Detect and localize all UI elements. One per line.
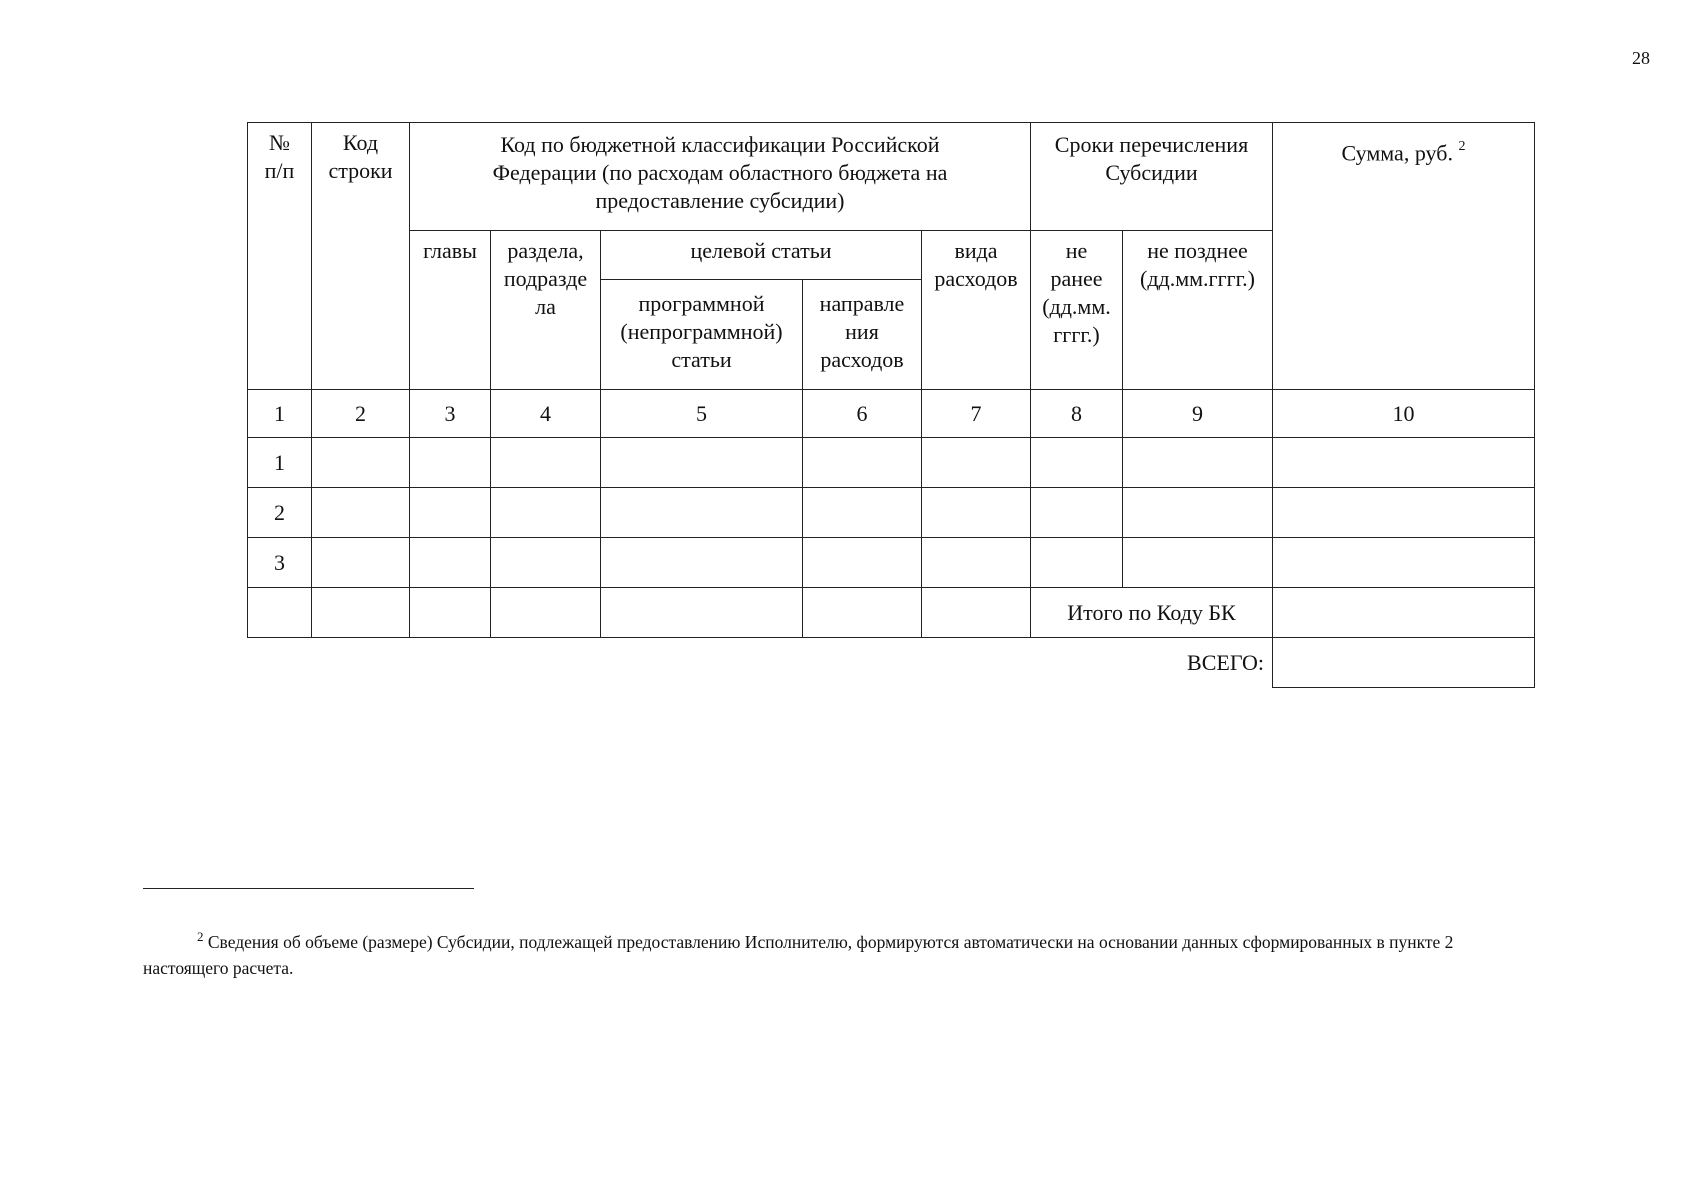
table-cell[interactable] <box>601 588 803 638</box>
table-cell[interactable] <box>601 438 803 488</box>
table-cell[interactable] <box>1123 438 1273 488</box>
table-cell[interactable] <box>1031 488 1123 538</box>
table-row <box>248 488 1535 538</box>
total-bk-label: Итого по Коду БК <box>1031 588 1273 638</box>
column-numbers-row <box>248 390 1535 438</box>
header-sum-note: 2 <box>1458 139 1466 154</box>
column-number: 6 <box>803 390 922 438</box>
header-expense-type: вида расходов <box>922 231 1031 390</box>
table-cell[interactable] <box>1273 438 1535 488</box>
page-number: 28 <box>1632 48 1650 68</box>
footnote-text: Сведения об объеме (размере) Субсидии, подлежащей предоставлению Исполнителю, формируются автоматически на основании данных сформированных в пункте 2 настоящего расчета. <box>143 931 1454 978</box>
grand-total-label: ВСЕГО: <box>1187 649 1264 675</box>
table-cell[interactable] <box>1123 538 1273 588</box>
table-row <box>248 538 1535 588</box>
table-cell[interactable] <box>312 538 410 588</box>
table-cell[interactable] <box>1031 538 1123 588</box>
table-cell[interactable] <box>803 438 922 488</box>
subsidy-table <box>247 122 1535 688</box>
total-bk-sum-cell[interactable] <box>1273 588 1535 638</box>
header-section: раздела, подразде ла <box>491 231 601 390</box>
table-cell[interactable] <box>491 588 601 638</box>
header-sum-label: Сумма, руб. <box>1341 140 1453 166</box>
table-cell[interactable] <box>312 488 410 538</box>
table-cell[interactable] <box>1123 488 1273 538</box>
column-number: 1 <box>248 390 312 438</box>
header-budget-code: Код по бюджетной классификации Российской Федерации (по расходам областного бюджета на предоставление субсидии) <box>410 123 1031 231</box>
header-not-later: не позднее (дд.мм.гггг.) <box>1123 231 1273 390</box>
table-cell[interactable] <box>491 488 601 538</box>
table-cell[interactable] <box>1031 438 1123 488</box>
header-program: программной (непрограммной) статьи <box>601 280 803 390</box>
table-cell[interactable] <box>601 538 803 588</box>
column-number: 7 <box>922 390 1031 438</box>
header-sum <box>1273 123 1535 390</box>
table-cell[interactable] <box>922 488 1031 538</box>
header-num: № п/п <box>248 123 312 390</box>
table-cell[interactable] <box>410 588 491 638</box>
row-number: 2 <box>248 488 312 538</box>
table-row <box>248 438 1535 488</box>
grand-total-sum-cell[interactable] <box>1273 638 1535 688</box>
table-cell[interactable] <box>601 488 803 538</box>
table-cell[interactable] <box>1273 488 1535 538</box>
total-bk-row <box>248 588 1535 638</box>
table-cell[interactable] <box>410 438 491 488</box>
header-row-1 <box>248 123 1535 231</box>
table-cell[interactable] <box>491 438 601 488</box>
table-cell[interactable] <box>410 538 491 588</box>
header-terms: Сроки перечисления Субсидии <box>1031 123 1273 231</box>
table-cell[interactable] <box>803 588 922 638</box>
table-cell[interactable] <box>312 438 410 488</box>
header-chapter: главы <box>410 231 491 390</box>
header-not-earlier: не ранее (дд.мм. гггг.) <box>1031 231 1123 390</box>
table-cell[interactable] <box>1273 538 1535 588</box>
table-cell[interactable] <box>491 538 601 588</box>
table-cell[interactable] <box>312 588 410 638</box>
column-number: 3 <box>410 390 491 438</box>
column-number: 2 <box>312 390 410 438</box>
column-number: 8 <box>1031 390 1123 438</box>
column-number: 10 <box>1273 390 1535 438</box>
column-number: 4 <box>491 390 601 438</box>
header-row-code: Код строки <box>312 123 410 390</box>
table-cell[interactable] <box>922 538 1031 588</box>
column-number: 9 <box>1123 390 1273 438</box>
header-target-item: целевой статьи <box>601 231 922 280</box>
row-number: 3 <box>248 538 312 588</box>
footnote-separator <box>143 888 474 889</box>
header-direction: направле ния расходов <box>803 280 922 390</box>
column-number: 5 <box>601 390 803 438</box>
table-cell[interactable] <box>803 488 922 538</box>
footnote-mark: 2 <box>197 929 204 944</box>
footnote <box>143 924 1523 981</box>
table-cell[interactable] <box>410 488 491 538</box>
table-cell[interactable] <box>922 588 1031 638</box>
table-cell[interactable] <box>248 588 312 638</box>
grand-total-row <box>248 638 1535 688</box>
row-number: 1 <box>248 438 312 488</box>
table-cell[interactable] <box>922 438 1031 488</box>
table-cell[interactable] <box>803 538 922 588</box>
